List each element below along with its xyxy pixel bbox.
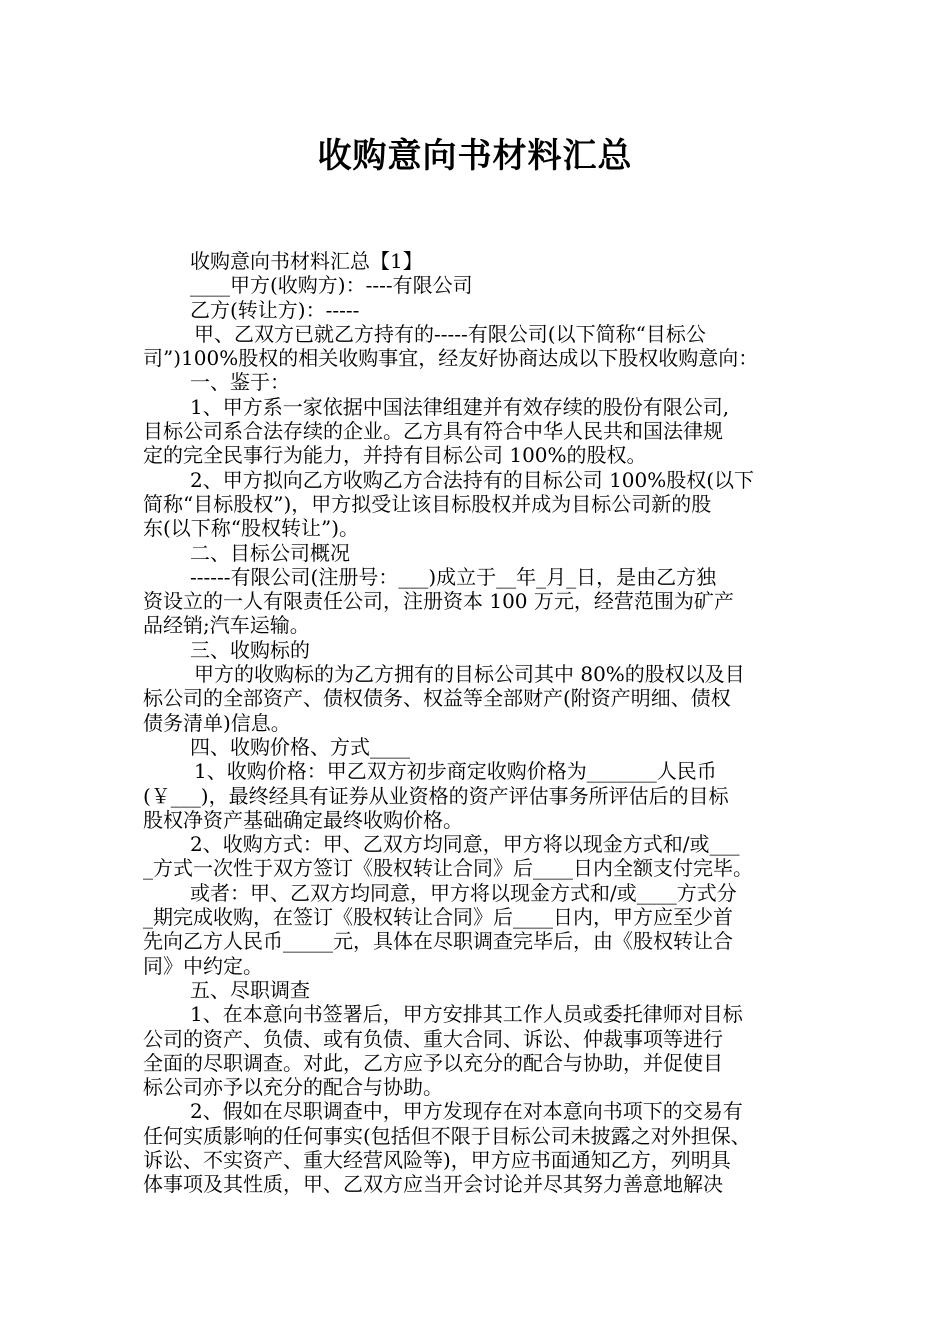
paragraph-line: 标公司的全部资产、债权债务、权益等全部财产(附资产明细、债权	[143, 686, 731, 711]
paragraph-line: 股权净资产基础确定最终收购价格。	[143, 807, 463, 832]
paragraph-line: 体事项及其性质，甲、乙双方应当开会讨论并尽其努力善意地解决	[143, 1172, 723, 1197]
paragraph-line: 甲、乙双方已就乙方持有的-----有限公司(以下简称“目标公	[194, 321, 706, 346]
paragraph-line: 或者：甲、乙双方均同意，甲方将以现金方式和/或____方式分	[190, 880, 737, 905]
clause-heading: 一、鉴于：	[190, 370, 290, 395]
paragraph-line: (￥___)，最终经具有证券从业资格的资产评估事务所评估后的目标	[143, 783, 729, 808]
paragraph-line: 1、在本意向书签署后，甲方安排其工作人员或委托律师对目标	[190, 1002, 743, 1027]
paragraph-line: 简称“目标股权”)，甲方拟受让该目标股权并成为目标公司新的股	[143, 491, 712, 516]
paragraph-line: 全面的尽职调查。对此，乙方应予以充分的配合与协助，并促使目	[143, 1050, 723, 1075]
paragraph-line: 2、甲方拟向乙方收购乙方合法持有的目标公司 100%股权(以下	[190, 467, 755, 492]
clause-heading: 三、收购标的	[190, 637, 310, 662]
document-body	[143, 249, 809, 1197]
document-title: 收购意向书材料汇总	[317, 136, 633, 176]
paragraph-line: 2、假如在尽职调查中，甲方发现存在对本意向书项下的交易有	[190, 1099, 743, 1124]
paragraph-line: 公司的资产、负债、或有负债、重大合同、诉讼、仲裁事项等进行	[143, 1026, 723, 1051]
paragraph-line: 2、收购方式：甲、乙双方均同意，甲方将以现金方式和/或___	[190, 832, 740, 857]
clause-heading: 五、尽职调查	[190, 977, 310, 1002]
clause-heading: 二、目标公司概况	[190, 540, 350, 565]
paragraph-line: 目标公司系合法存续的企业。乙方具有符合中华人民共和国法律规	[143, 419, 723, 444]
paragraph-line: 任何实质影响的任何事实(包括但不限于目标公司未披露之对外担保、	[143, 1123, 751, 1148]
paragraph-line: _方式一次性于双方签订《股权转让合同》后____日内全额支付完毕。	[143, 856, 753, 881]
paragraph-line: 品经销;汽车运输。	[143, 613, 310, 638]
paragraph-line: 同》中约定。	[143, 953, 263, 978]
paragraph-line: 标公司亦予以充分的配合与协助。	[143, 1075, 443, 1100]
paragraph-line: 先向乙方人民币_____元，具体在尽职调查完毕后，由《股权转让合	[143, 929, 733, 954]
paragraph-line: _期完成收购，在签订《股权转让合同》后____日内，甲方应至少首	[143, 905, 733, 930]
paragraph-line: 1、收购价格：甲乙双方初步商定收购价格为_______人民币	[194, 759, 717, 784]
party-a-line: ____甲方(收购方)：----有限公司	[190, 273, 473, 298]
paragraph-line: 债务清单)信息。	[143, 710, 291, 735]
paragraph-line: 甲方的收购标的为乙方拥有的目标公司其中 80%的股权以及目	[194, 662, 745, 687]
paragraph-line: 东(以下称“股权转让”)。	[143, 516, 360, 541]
paragraph-line: 定的完全民事行为能力，并持有目标公司 100%的股权。	[143, 443, 647, 468]
paragraph-line: 诉讼、不实资产、重大经营风险等)，甲方应书面通知乙方，列明具	[143, 1147, 731, 1172]
paragraph-line: 资设立的一人有限责任公司，注册资本 100 万元，经营范围为矿产	[143, 589, 734, 614]
section-heading: 收购意向书材料汇总【1】	[190, 249, 423, 273]
paragraph-line: 1、甲方系一家依据中国法律组建并有效存续的股份有限公司,	[190, 394, 730, 419]
clause-heading: 四、收购价格、方式____	[190, 734, 410, 759]
party-b-line: 乙方(转让方)：-----	[190, 297, 360, 322]
paragraph-line: 司”)100%股权的相关收购事宜，经友好协商达成以下股权收购意向：	[143, 346, 759, 371]
paragraph-line: ------有限公司(注册号：___)成立于__年_月_日，是由乙方独	[190, 564, 717, 589]
